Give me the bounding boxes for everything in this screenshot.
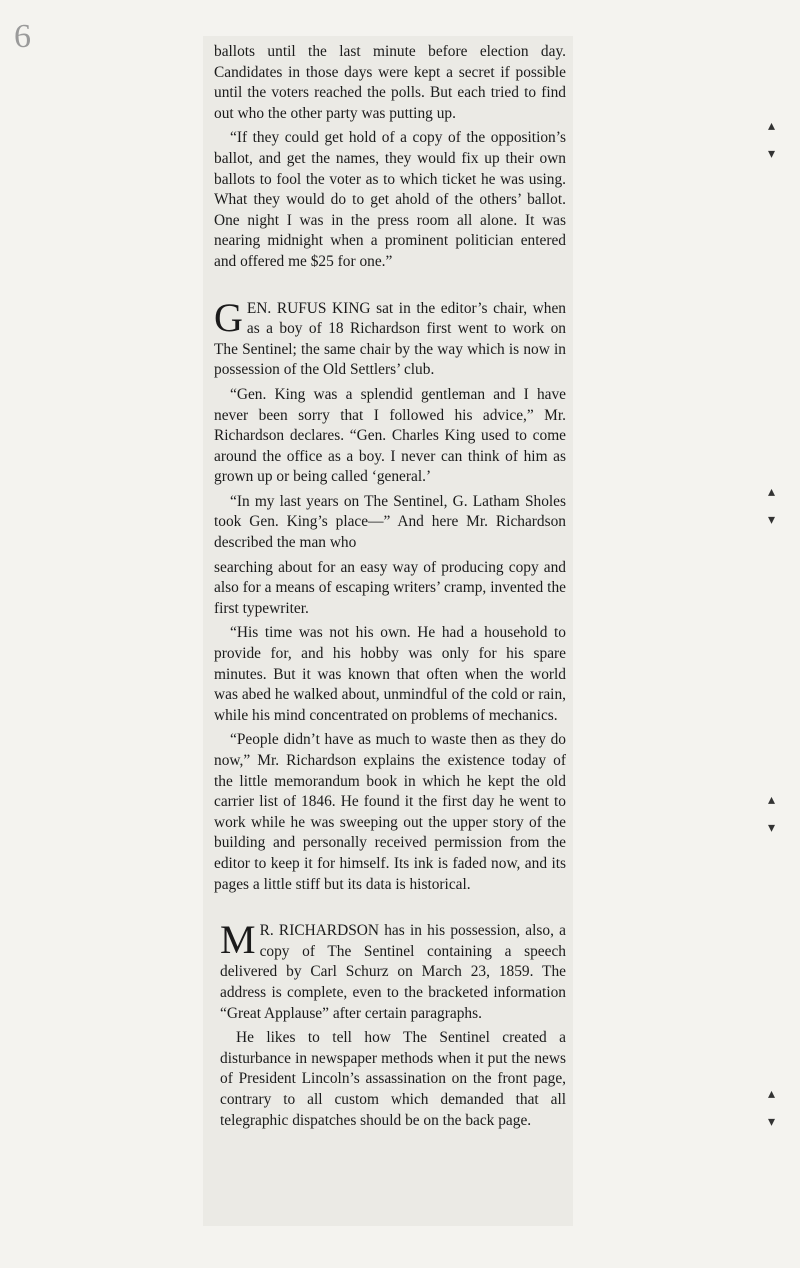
binding-mark: ▴ [768,118,776,134]
section-gen-king [214,294,566,896]
paragraph-ballots: ballots until the last minute before election day. Candidates in those days were kept a secret if possible until the voters reached the polls. But each tried to find out who the other party was putting up. [214,43,566,122]
binding-mark: ▴ [768,792,776,808]
paragraph-editors-chair: EN. RUFUS KING sat in the editor’s chair, when as a boy of 18 Richardson first went to work on The Sentinel; the same chair by the way which is now in possession of the Old Settlers’ club. [214,299,566,379]
paragraph-splendid-gentleman: “Gen. King was a splendid gentleman and I have never been sorry that I followed his advice,” Mr. Richardson declares. “Gen. Charles King used to come around the office as a boy. I never can think of him as grown up or being called ‘general.’ [214,385,566,486]
binding-mark: ▴ [768,484,776,500]
article-column [214,42,566,1131]
dropcap-m: M [220,917,256,963]
page-number: 6 [14,18,31,55]
binding-mark: ▾ [768,1114,776,1130]
paragraph-lincoln-news: He likes to tell how The Sentinel created a disturbance in newspaper methods when it put the news of President Lincoln’s assassination on the front page, contrary to all custom which demanded that all telegraphic dispatches should be on the back page. [220,1029,566,1129]
binding-mark: ▾ [768,146,776,162]
paragraph-typewriter: searching about for an easy way of producing copy and also for a means of escaping writers’ cramp, invented the first typewriter. [214,558,566,617]
paragraph-memorandum-book: “People didn’t have as much to waste then as they do now,” Mr. Richardson explains the existence today of the little memorandum book in which he kept the old carrier list of 1846. He found it the first day he went to work while he was sweeping out the upper story of the building and personally received permission from the editor to keep it for himself. Its ink is faded now, and its pages a little stiff but its data is historical. [214,731,566,893]
paragraph-schurz-speech: R. RICHARDSON has in his possession, also, a copy of The Sentinel containing a speech delivered by Carl Schurz on March 23, 1859. The address is complete, even to the bracketed information “Great Applause” after certain paragraphs. [220,922,566,1022]
binding-mark: ▴ [768,1086,776,1102]
section-schurz [214,917,566,1131]
paragraph-his-time: “His time was not his own. He had a household to provide for, and his hobby was only for his spare minutes. But it was known that often when the world was abed he walked about, unmindful of the cold or rain, while his mind concentrated on problems of mechanics. [214,624,566,724]
binding-mark: ▾ [768,820,776,836]
binding-mark: ▾ [768,512,776,528]
paragraph-opposition-ballot: “If they could get hold of a copy of the opposition’s ballot, and get the names, they would fix up their own ballots to fool the voter as to which ticket he was using. What they would do to get ahold of the others’ ballot. One night I was in the press room all alone. It was nearing midnight when a prominent politician entered and offered me $25 for one.” [214,129,566,270]
dropcap-g: G [214,294,243,340]
paragraph-sholes: “In my last years on The Sentinel, G. Latham Sholes took Gen. King’s place—” And here Mr. Richardson described the man who [214,492,566,552]
